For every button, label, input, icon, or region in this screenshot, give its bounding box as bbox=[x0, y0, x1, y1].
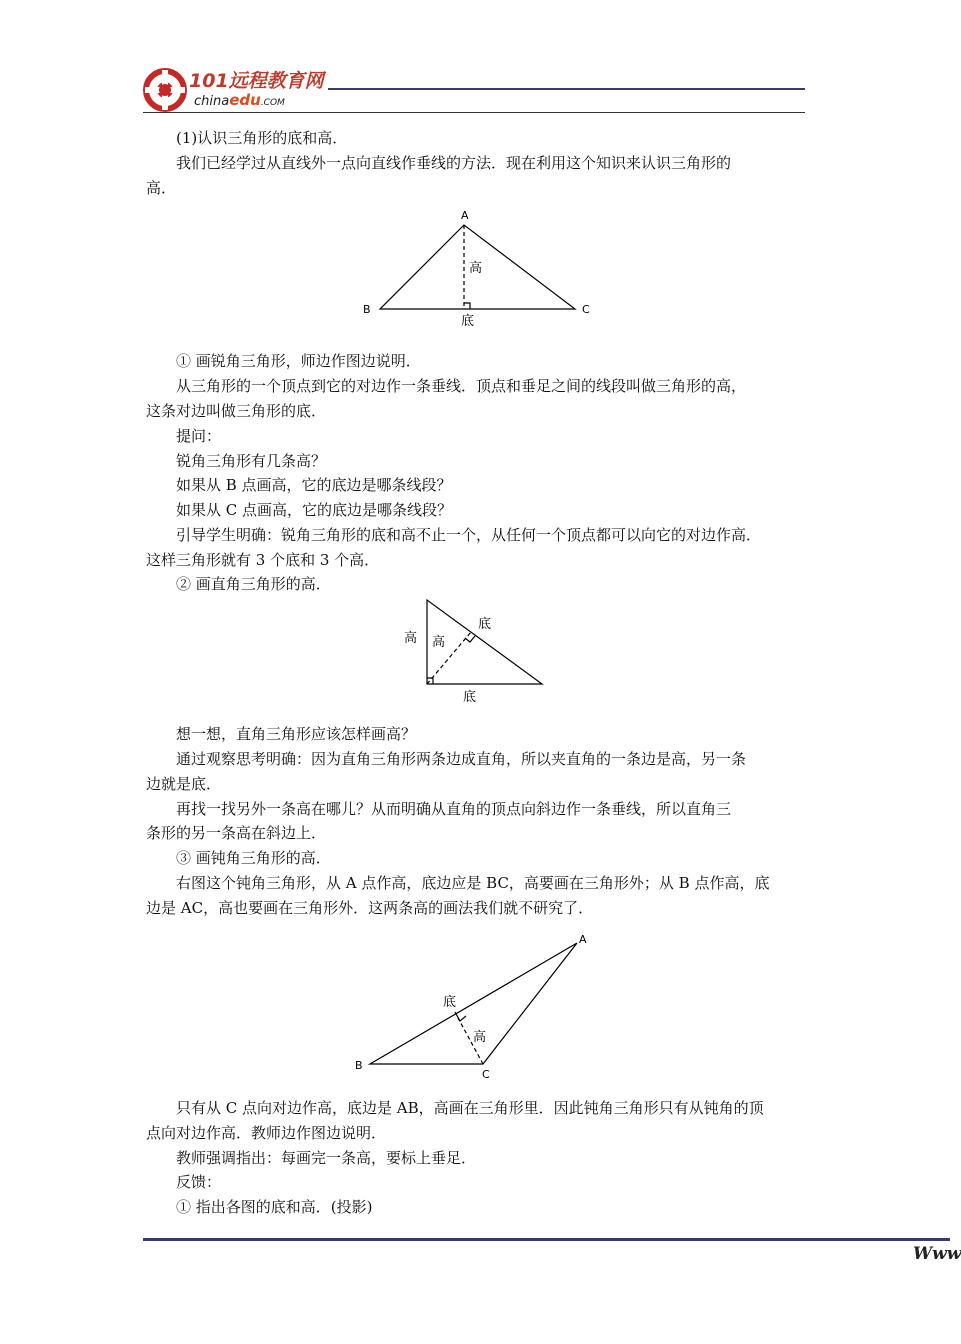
vertex-label-c: C bbox=[482, 1068, 490, 1081]
footer-rule bbox=[143, 1238, 950, 1241]
paragraph: ① 画锐角三角形，师边作图边说明． bbox=[176, 352, 421, 370]
logo-sub-edu: edu bbox=[229, 91, 261, 109]
paragraph: 提问： bbox=[176, 427, 222, 445]
paragraph: 点向对边作高．教师边作图边说明． bbox=[146, 1124, 387, 1142]
base-label-hypotenuse: 底 bbox=[478, 617, 492, 632]
paragraph: 这条对边叫做三角形的底． bbox=[146, 402, 327, 420]
paragraph: 右图这个钝角三角形，从 A 点作高，底边应是 BC，高要画在三角形外；从 B 点作高，底 bbox=[176, 874, 770, 892]
vertex-label-b: B bbox=[355, 1059, 363, 1072]
height-label-inner: 高 bbox=[432, 635, 446, 650]
paragraph: 这样三角形就有 3 个底和 3 个高． bbox=[146, 551, 380, 569]
paragraph: 边是 AC，高也要画在三角形外．这两条高的画法我们就不研究了． bbox=[146, 899, 594, 917]
paragraph: 锐角三角形有几条高？ bbox=[176, 452, 327, 470]
logo-sub-prefix: china bbox=[194, 94, 230, 109]
logo-subtitle bbox=[194, 91, 285, 109]
paragraph: ② 画直角三角形的高． bbox=[176, 575, 331, 593]
vertex-label-c: C bbox=[582, 303, 590, 316]
paragraph: 条形的另一条高在斜边上． bbox=[146, 824, 327, 842]
paragraph: 从三角形的一个顶点到它的对边作一条垂线．顶点和垂足之间的线段叫做三角形的高， bbox=[176, 377, 747, 395]
header-rule-top bbox=[328, 88, 805, 90]
paragraph: ③ 画钝角三角形的高． bbox=[176, 849, 331, 867]
height-label: 高 bbox=[473, 1030, 487, 1045]
height-label: 高 bbox=[469, 261, 483, 276]
right-triangle-figure bbox=[398, 594, 548, 706]
paragraph: 反馈： bbox=[176, 1173, 222, 1191]
logo-icon bbox=[143, 68, 187, 112]
base-label: 底 bbox=[443, 995, 457, 1010]
paragraph: 我们已经学过从直线外一点向直线作垂线的方法．现在利用这个知识来认识三角形的 bbox=[176, 154, 732, 172]
vertex-label-a: A bbox=[579, 933, 587, 946]
paragraph: 如果从 B 点画高，它的底边是哪条线段？ bbox=[176, 476, 452, 494]
paragraph: 教师强调指出：每画完一条高，要标上垂足． bbox=[176, 1149, 477, 1167]
logo-sub-suffix: .COM bbox=[260, 98, 285, 108]
paragraph: 边就是底． bbox=[146, 775, 222, 793]
base-label: 底 bbox=[461, 314, 475, 329]
obtuse-triangle-figure bbox=[345, 928, 600, 1083]
paragraph: 通过观察思考明确：因为直角三角形两条边成直角，所以夹直角的一条边是高，另一条 bbox=[176, 750, 747, 768]
paragraph: (1)认识三角形的底和高． bbox=[176, 129, 348, 147]
paragraph: 如果从 C 点画高，它的底边是哪条线段？ bbox=[176, 501, 453, 519]
paragraph: 想一想，直角三角形应该怎样画高？ bbox=[176, 725, 417, 743]
paragraph: 引导学生明确：锐角三角形的底和高不止一个，从任何一个顶点都可以向它的对边作高． bbox=[176, 526, 762, 544]
paragraph: ① 指出各图的底和高．(投影) bbox=[176, 1198, 373, 1216]
vertex-label-a: A bbox=[461, 209, 469, 222]
paragraph: 再找一找另外一条高在哪儿？从而明确从直角的顶点向斜边作一条垂线，所以直角三 bbox=[176, 800, 732, 818]
paragraph: 只有从 C 点向对边作高，底边是 AB，高画在三角形里．因此钝角三角形只有从钝角的顶 bbox=[176, 1099, 764, 1117]
height-label-outer: 高 bbox=[404, 631, 418, 646]
paragraph: 高． bbox=[146, 179, 177, 197]
logo-title: 101远程教育网 bbox=[189, 70, 324, 92]
header-rule-bottom bbox=[143, 112, 805, 113]
footer-text: Www bbox=[913, 1244, 961, 1264]
vertex-label-b: B bbox=[363, 303, 371, 316]
acute-triangle-figure bbox=[355, 205, 605, 330]
base-label-bottom: 底 bbox=[463, 690, 477, 705]
